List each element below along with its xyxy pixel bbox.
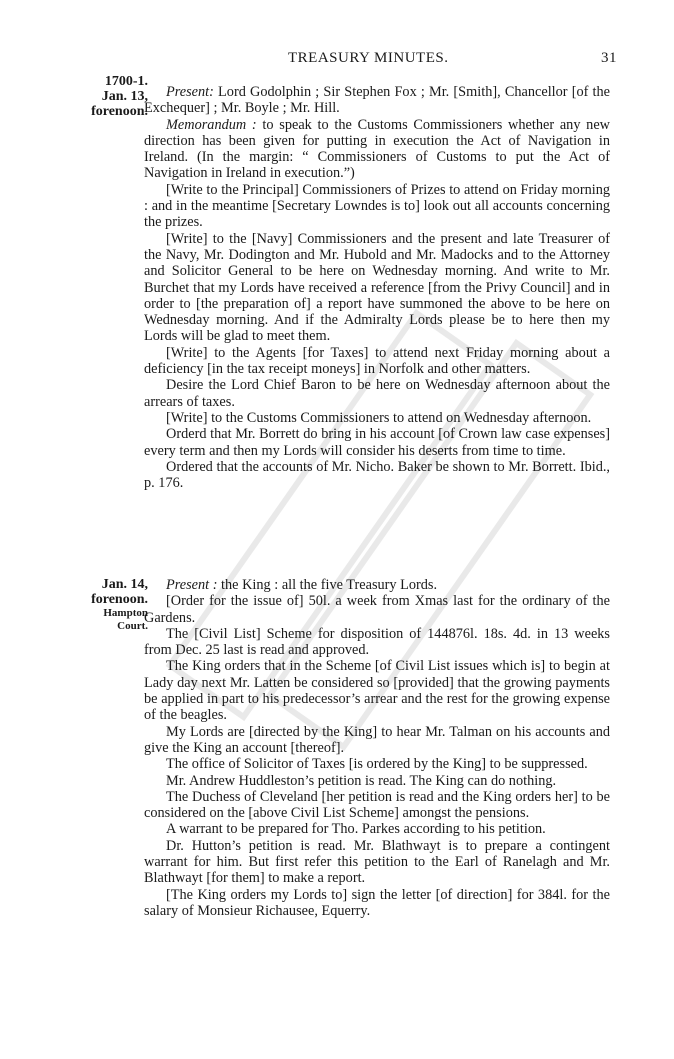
margin-year: 1700-1. (104, 74, 148, 89)
paragraph (144, 593, 610, 626)
paragraph (144, 887, 610, 920)
paragraph-text: the King : all the five Treasury Lords. (217, 577, 438, 593)
margin-date (58, 577, 148, 633)
paragraph (144, 182, 610, 231)
paragraph (144, 658, 610, 723)
paragraph (144, 756, 610, 772)
margin-place: Court. (117, 620, 148, 632)
paragraph (144, 345, 610, 378)
paragraph (144, 231, 610, 345)
paragraph (144, 84, 610, 117)
paragraph-lead: Present: (166, 84, 214, 100)
margin-place: Hampton (103, 607, 148, 619)
paragraph-text: Lord Godolphin ; Sir Stephen Fox ; Mr. [Smith], Chancellor [of the Exchequer] ; Mr. Boyle ; Mr. Hill. (144, 84, 610, 117)
paragraph-lead: Present : (166, 577, 218, 593)
minute-body (144, 84, 610, 491)
paragraph (144, 838, 610, 887)
paragraph (144, 773, 610, 789)
paragraph-text: [Write] to the Customs Commissioners to attend on Wednesday afternoon. (166, 409, 592, 426)
paragraph-text: [Write] to the [Navy] Commissioners and the present and late Treasurer of the Navy, Mr. Dodington and Mr. Hubold and Mr. Madocks and to the Attorney and Solicitor General to be here on Wednesday morning. And write to Mr. Burchet that my Lords have received a reference [from the Privy Council] and in order to [the preparation of] a report have summoned the above to be here on Wednesday morning. And if the Admiralty Lords please be to here then my Lords will be glad to meet them. (144, 230, 610, 345)
paragraph-text: Ordered that the accounts of Mr. Nicho. Baker be shown to Mr. Borrett. Ibid., p. 176. (144, 458, 610, 492)
paragraph (144, 577, 610, 593)
paragraph (144, 117, 610, 182)
paragraph-text: The office of Solicitor of Taxes [is ordered by the King] to be suppressed. (166, 756, 588, 773)
paragraph (144, 626, 610, 659)
paragraph-lead: Memorandum : (166, 116, 257, 133)
page-title: TREASURY MINUTES. (288, 50, 449, 66)
paragraph (144, 821, 610, 837)
paragraph (144, 426, 610, 459)
paragraph-text: Desire the Lord Chief Baron to be here on Wednesday afternoon about the arrears of taxes. (144, 377, 610, 410)
margin-time: forenoon. (91, 592, 148, 607)
paragraph (144, 377, 610, 410)
paragraph-text: [Order for the issue of] 50l. a week from Xmas last for the ordinary of the Gardens. (144, 593, 610, 626)
margin-date-line: Jan. 13, (101, 89, 148, 104)
paragraph-text: [The King orders my Lords to] sign the letter [of direction] for 384l. for the salary of Monsieur Richausee, Equerry. (144, 886, 610, 919)
paragraph-text: The [Civil List] Scheme for disposition of 144876l. 18s. 4d. in 13 weeks from Dec. 25 last is read and approved. (144, 625, 610, 659)
page-number: 31 (601, 50, 617, 66)
paragraph (144, 724, 610, 757)
paragraph-text: [Write to the Principal] Commissioners of Prizes to attend on Friday morning : and in the meantime [Secretary Lowndes is to] look out all accounts concerning the prizes. (144, 181, 610, 231)
paragraph-text: A warrant to be prepared for Tho. Parkes according to his petition. (166, 821, 546, 838)
paragraph-text: My Lords are [directed by the King] to hear Mr. Talman on his accounts and give the King an account [thereof]. (144, 723, 610, 756)
margin-date (58, 74, 148, 119)
margin-date-line: Jan. 14, (101, 577, 148, 592)
paragraph-text: to speak to the Customs Commissioners whether any new direction has been given for putting in execution the Act of Navigation in Ireland. (In the margin: “ Commissioners of Customs to put the Act of Navigation in Ireland in execution.”) (144, 116, 611, 182)
paragraph-text: [Write] to the Agents [for Taxes] to attend next Friday morning about a deficiency [in the tax receipt moneys] in Norfolk and other matters. (144, 344, 610, 378)
paragraph (144, 459, 610, 492)
paragraph (144, 789, 610, 822)
paragraph-text: Dr. Hutton’s petition is read. Mr. Blathwayt is to prepare a contingent warrant for him. But first refer this petition to the Earl of Ranelagh and Mr. Blathwayt [for them] to make a report. (144, 837, 610, 887)
running-head (0, 50, 674, 70)
paragraph-text: Mr. Andrew Huddleston’s petition is read. The King can do nothing. (166, 772, 557, 789)
paragraph-text: Orderd that Mr. Borrett do bring in his account [of Crown law case expenses] every term and then my Lords will consider his deserts from time to time. (144, 426, 610, 459)
minute-body (144, 577, 610, 919)
paragraph (144, 410, 610, 426)
paragraph-text: The Duchess of Cleveland [her petition is read and the King orders her] to be considered on the [above Civil List Scheme] amongst the pensions. (144, 788, 610, 822)
paragraph-text: The King orders that in the Scheme [of Civil List issues which is] to begin at Lady day next Mr. Latten be considered so [provided] that the growing payments be applied in part to his predecessor’s arrear and the rest for the growing expense of the beagles. (144, 658, 610, 724)
margin-time: forenoon. (91, 104, 148, 119)
